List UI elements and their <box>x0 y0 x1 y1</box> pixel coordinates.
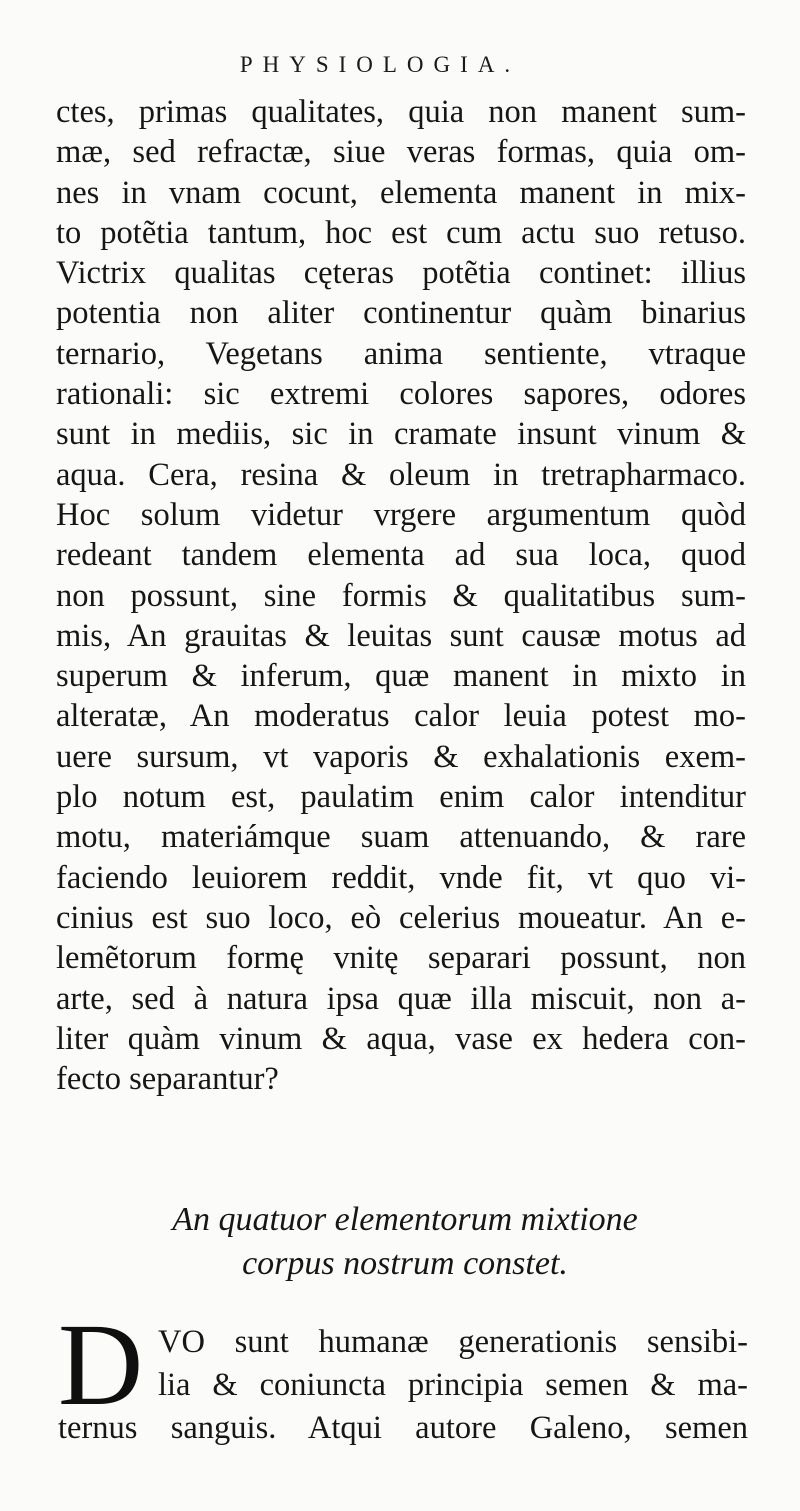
text-line: motu, materiámque suam attenuando, & rare <box>56 819 746 856</box>
text-line: superum & inferum, quæ manent in mixto in <box>56 658 746 695</box>
text-line: cinius est suo loco, eò celerius moueatur. An e- <box>56 899 746 936</box>
drop-cap-initial: D <box>58 1299 144 1430</box>
text-line: lia & coniuncta principia semen & ma- <box>158 1367 748 1403</box>
text-line: liter quàm vinum & aqua, vase ex hedera con- <box>56 1020 746 1057</box>
running-head: PHYSIOLOGIA. <box>239 52 521 77</box>
text-line: ctes, primas qualitates, quia non manent sum- <box>56 94 746 130</box>
section-heading-line: An quatuor elementorum mixtione <box>172 1201 638 1238</box>
text-line: Victrix qualitas cęteras potẽtia continet: illius <box>56 255 746 292</box>
text-line: to potẽtia tantum, hoc est cum actu suo retuso. <box>56 214 746 251</box>
text-line: faciendo leuiorem reddit, vnde fit, vt quo vi- <box>56 859 746 896</box>
text-line: alteratæ, An moderatus calor leuia potest mo- <box>56 698 746 735</box>
main-text-block <box>56 92 746 1099</box>
text-line: sunt in mediis, sic in cramate insunt vinum & <box>56 416 746 453</box>
text-line: fecto separantur? <box>56 1061 279 1098</box>
text-line: rationali: sic extremi colores sapores, odores <box>56 376 746 413</box>
section-paragraph <box>58 1299 748 1462</box>
text-line: ternario, Vegetans anima sentiente, vtraque <box>56 335 746 372</box>
text-line: potentia non aliter continentur quàm binarius <box>56 295 746 332</box>
text-line: nes in vnam cocunt, elementa manent in mix- <box>56 174 746 211</box>
text-line: aqua. Cera, resina & oleum in tretrapharmaco. <box>56 456 746 493</box>
text-line: mæ, sed refractæ, siue veras formas, quia om- <box>56 134 746 171</box>
text-line: non possunt, sine formis & qualitatibus sum- <box>56 577 746 614</box>
text-line: redeant tandem elementa ad sua loca, quod <box>56 537 746 574</box>
text-line: plo notum est, paulatim enim calor intenditur <box>56 779 746 816</box>
section-heading <box>60 1198 750 1286</box>
text-line: ternus sanguis. Atqui autore Galeno, semen <box>58 1410 748 1446</box>
text-line: Hoc solum videtur vrgere argumentum quòd <box>56 496 746 533</box>
section-heading-line: corpus nostrum constet. <box>242 1245 568 1282</box>
text-line: lemẽtorum formę vnitę separari possunt, non <box>56 940 746 977</box>
text-line: VO sunt humanæ generationis sensibi- <box>158 1324 748 1360</box>
text-line: uere sursum, vt vaporis & exhalationis exem- <box>56 738 746 775</box>
text-line: arte, sed à natura ipsa quæ illa miscuit, non a- <box>56 980 746 1017</box>
text-line: mis, An grauitas & leuitas sunt causæ motus ad <box>56 617 746 654</box>
